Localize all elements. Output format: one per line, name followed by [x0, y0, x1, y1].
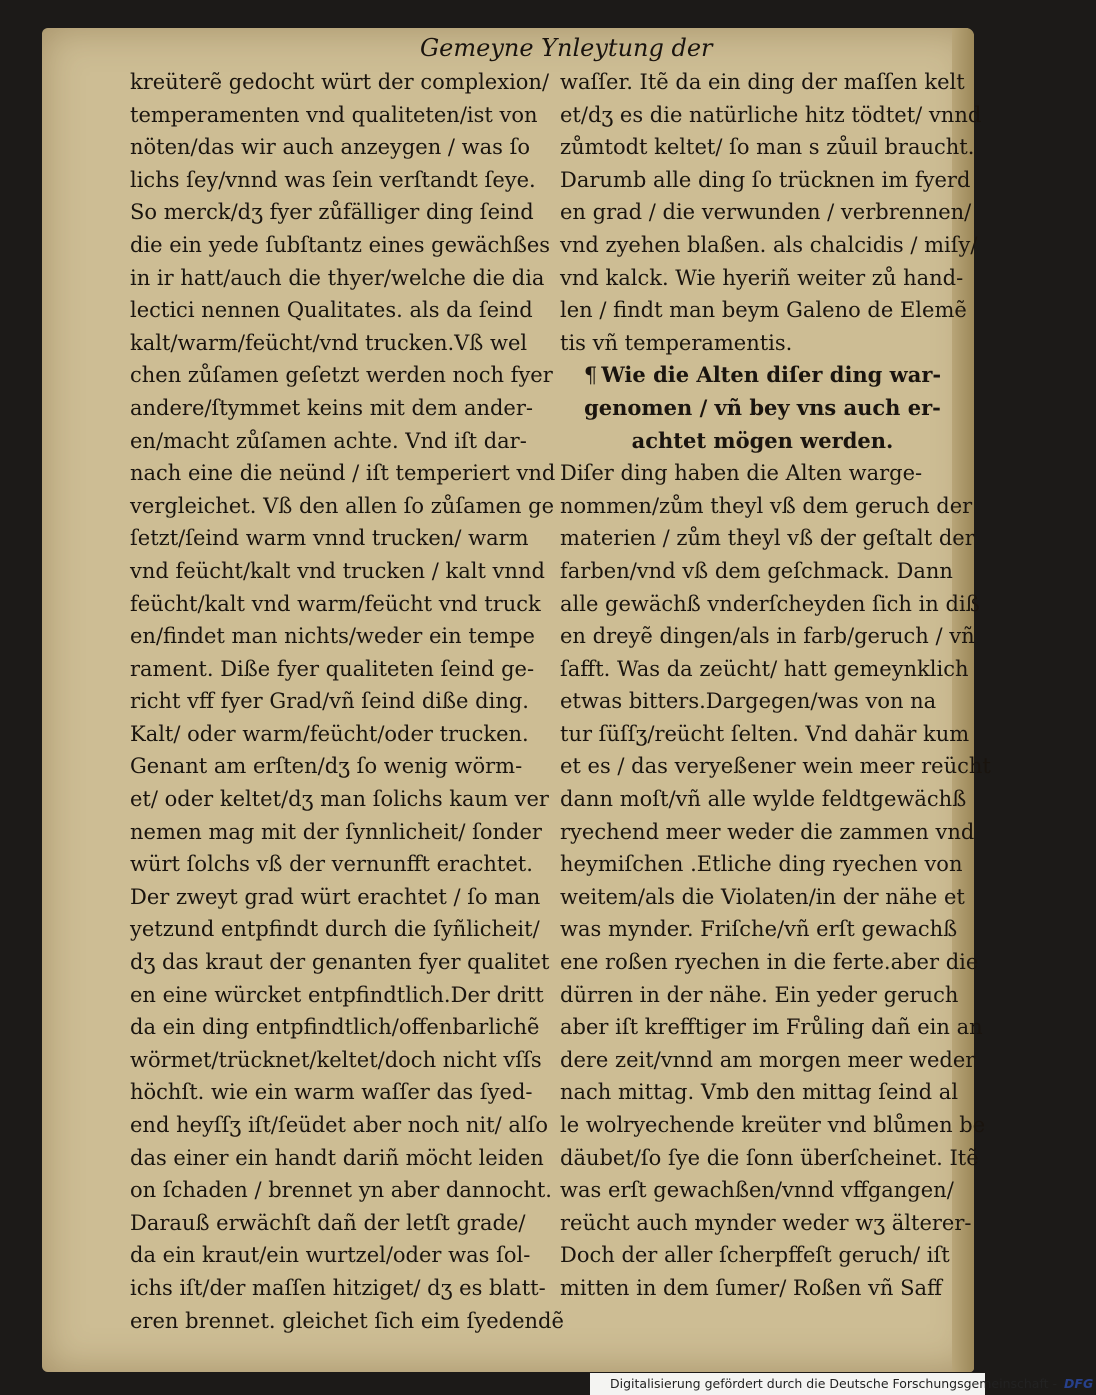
text-line: nommen/zům theyl vß dem geruch der [560, 493, 973, 518]
section-heading-line: achtet mögen werden. [631, 427, 894, 453]
text-line: vnd feücht/kalt vnd trucken / kalt vnnd [130, 558, 545, 583]
text-line: ſetzt/ſeind warm vnnd trucken/ warm [130, 526, 529, 551]
text-line: Darumb alle ding ſo trücknen im fyerd [560, 167, 971, 192]
text-line: lichs ſey/vnnd was ſein verſtandt ſeye. [130, 167, 536, 192]
text-line: tis vñ temperamentis. [560, 330, 793, 355]
text-line: Darauß erwächſt dañ der letſt grade/ [130, 1210, 526, 1235]
text-line: aber iſt krefftiger im Frůling dañ ein an [560, 1015, 983, 1040]
text-line: en eine würcket entpfindtlich.Der dritt [130, 982, 544, 1007]
text-line: ene roßen ryechen in die ferte.aber die [560, 950, 979, 975]
text-line: et/ oder keltet/dʒ man ſolichs kaum ver [130, 787, 549, 812]
text-line: en/macht zůſamen achte. Vnd iſt dar- [130, 428, 527, 453]
text-line: len / findt man beym Galeno de Elemẽ [560, 298, 967, 323]
text-line: etwas bitters.Dargegen/was von na [560, 689, 937, 714]
text-line: end heyſſʒ iſt/ſeüdet aber noch nit/ alſo [130, 1113, 548, 1137]
text-line: temperamenten vnd qualiteten/ist von [130, 102, 538, 127]
text-line: alle gewächß vnderſcheyden ſich in diß [560, 591, 980, 616]
text-line: da ein kraut/ein wurtzel/oder was ſol- [130, 1243, 531, 1268]
text-line: nemen mag mit der ſynnlicheit/ ſonder [130, 819, 542, 844]
text-line: nach mittag. Vmb den mittag ſeind al [560, 1080, 959, 1105]
text-line: dürren in der nähe. Ein yeder geruch [560, 982, 959, 1007]
text-line: die ein yede ſubſtantz eines gewächßes [130, 232, 551, 257]
dfg-logo: DFG [1064, 1376, 1094, 1391]
text-line: et es / das veryeßener wein meer reücht [560, 754, 991, 779]
text-line: ichs iſt/der maſſen hitziget/ dʒ es blatt- [130, 1275, 546, 1300]
text-line: en dreyẽ dingen/als in farb/geruch / vñ [560, 624, 975, 649]
text-line: farben/vnd vß dem geſchmack. Dann [560, 558, 953, 583]
text-line: materien / zům theyl vß der geſtalt der [560, 526, 975, 551]
pilcrow-mark: ¶ [583, 363, 598, 388]
footer-text: Digitalisierung gefördert durch die Deutsche Forschungsgemeinschaft - [610, 1376, 1058, 1391]
text-line: was erſt gewachßen/vnnd vffgangen/ [560, 1178, 954, 1203]
text-line: rament. Diße fyer qualiteten ſeind ge- [130, 656, 535, 681]
right-text-column [560, 66, 991, 1305]
left-text-column [130, 66, 564, 1337]
running-title: Gemeyne Ynleytung der [420, 34, 713, 62]
text-line: waſſer. Itẽ da ein ding der maſſen kelt [560, 70, 965, 94]
text-line: richt vff fyer Grad/vñ ſeind diße ding. [130, 689, 529, 714]
text-line: en/findet man nichts/weder ein tempe [130, 624, 535, 649]
text-line: eren brennet. gleichet ſich eim ſyedendẽ [130, 1308, 564, 1333]
digitization-footer [590, 1373, 1094, 1395]
text-line: da ein ding entpfindtlich/offenbarlichẽ [130, 1015, 540, 1040]
text-line: dann moſt/vñ alle wylde feldtgewächß [560, 787, 967, 812]
text-line: das einer ein handt dariñ möcht leiden [130, 1145, 544, 1170]
text-line: andere/ſtymmet keins mit dem ander- [130, 395, 533, 420]
text-line: Der zweyt grad würt erachtet / ſo man [130, 884, 541, 909]
text-line: kalt/warm/feücht/vnd trucken.Vß wel [130, 330, 528, 355]
text-line: was mynder. Friſche/vñ erſt gewachß [560, 917, 958, 942]
section-heading-line: genomen / vñ bey vns auch er- [584, 394, 941, 420]
text-line: on ſchaden / brennet yn aber dannocht. [130, 1178, 552, 1203]
text-line: Diſer ding haben die Alten warge- [560, 461, 923, 486]
text-line: würt ſolchs vß der vernunfft erachtet. [130, 852, 533, 877]
text-line: ryechend meer weder die zammen vnd [560, 819, 975, 844]
text-line: nöten/das wir auch anzeygen / was ſo [130, 135, 531, 160]
text-line: So merck/dʒ fyer zůfälliger ding ſeind [130, 200, 534, 225]
text-line: Genant am erſten/dʒ ſo wenig wörm- [130, 754, 523, 779]
text-line: nach eine die neünd / iſt temperiert vnd [130, 461, 556, 486]
text-line: Kalt/ oder warm/feücht/oder trucken. [130, 721, 529, 746]
text-line: chen zůſamen geſetzt werden noch fyer [130, 363, 553, 388]
section-heading-line: Wie die Alten diſer ding war- [601, 362, 942, 388]
text-line: zůmtodt keltet/ ſo man s zůuil braucht. [560, 135, 975, 160]
text-line: in ir hatt/auch die thyer/welche die dia [130, 265, 545, 290]
text-line: weitem/als die Violaten/in der nähe et [560, 884, 965, 909]
text-line: le wolryechende kreüter vnd blůmen be [560, 1113, 986, 1137]
text-line: vnd zyehen blaßen. als chalcidis / miſy/ [560, 232, 978, 257]
text-line: heymiſchen .Etliche ding ryechen von [560, 852, 963, 877]
text-line: vergleichet. Vß den allen ſo zůſamen ge [130, 493, 555, 518]
section-heading [560, 359, 965, 457]
text-line: mitten in dem ſumer/ Roßen vñ Saff [560, 1275, 942, 1300]
text-line: wörmet/trücknet/keltet/doch nicht vſſs [130, 1047, 542, 1072]
text-line: Doch der aller ſcherpffeſt geruch/ iſt [560, 1243, 950, 1268]
text-line: höchſt. wie ein warm waſſer das ſyed- [130, 1080, 533, 1105]
text-line: dere zeit/vnnd am morgen meer weder [560, 1047, 976, 1072]
text-line: däubet/ſo ſye die ſonn überſcheinet. Itẽ [560, 1145, 979, 1170]
text-line: tur ſüſſʒ/reücht ſelten. Vnd dahär kum [560, 721, 970, 746]
text-line: reücht auch mynder weder wʒ älterer- [560, 1210, 972, 1235]
text-line: kreüterẽ gedocht würt der complexion/ [130, 70, 550, 94]
text-line: dʒ das kraut der genanten fyer qualitet [130, 950, 550, 975]
text-line: ſafft. Was da zeücht/ hatt gemeynklich [560, 656, 969, 681]
text-line: yetzund entpfindt durch die ſyñlicheit/ [130, 917, 540, 942]
text-line: en grad / die verwunden / verbrennen/ [560, 200, 972, 225]
text-line: lectici nennen Qualitates. als da ſeind [130, 298, 533, 323]
text-line: feücht/kalt vnd warm/feücht vnd truck [130, 591, 541, 616]
text-line: et/dʒ es die natürliche hitz tödtet/ vnnd [560, 102, 982, 127]
text-line: vnd kalck. Wie hyeriñ weiter zů hand- [560, 265, 964, 290]
